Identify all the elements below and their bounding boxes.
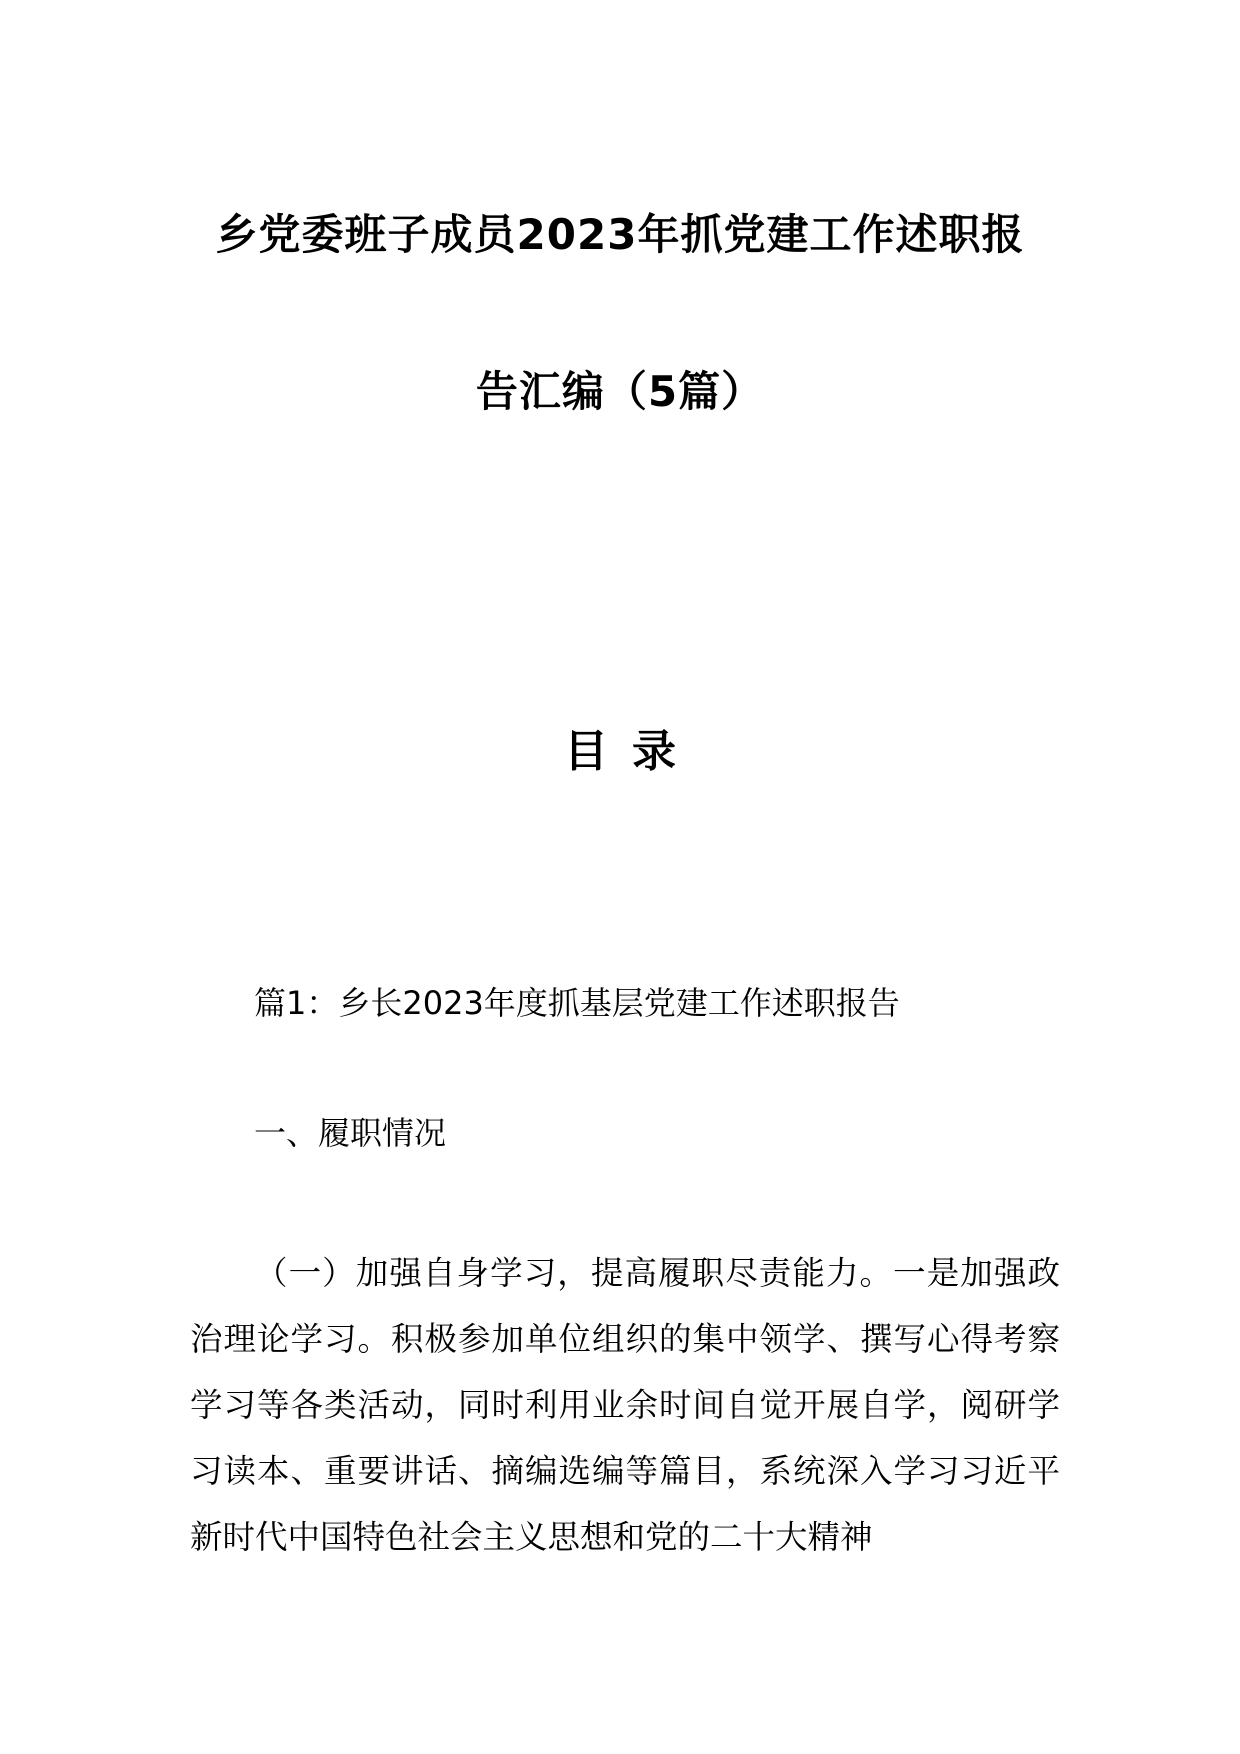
- section-heading: 一、履职情况: [254, 1114, 447, 1152]
- document-title-line-1: 乡党委班子成员2023年抓党建工作述职报: [215, 210, 1025, 259]
- body-paragraph: （一）加强自身学习，提高履职尽责能力。一是加强政治理论学习。积极参加单位组织的集中领学、撰写心得考察学习等各类活动，同时利用业余时间自觉开展自学，阅研学习读本、重要讲话、摘编选编等篇目，系统深入学习习近平新时代中国特色社会主义思想和党的二十大精神: [190, 1254, 1060, 1556]
- document-title-line-2: 告汇编（5篇）: [475, 367, 765, 416]
- table-of-contents-heading: 目录: [564, 726, 700, 777]
- toc-item: 篇1：乡长2023年度抓基层党建工作述职报告: [254, 984, 900, 1022]
